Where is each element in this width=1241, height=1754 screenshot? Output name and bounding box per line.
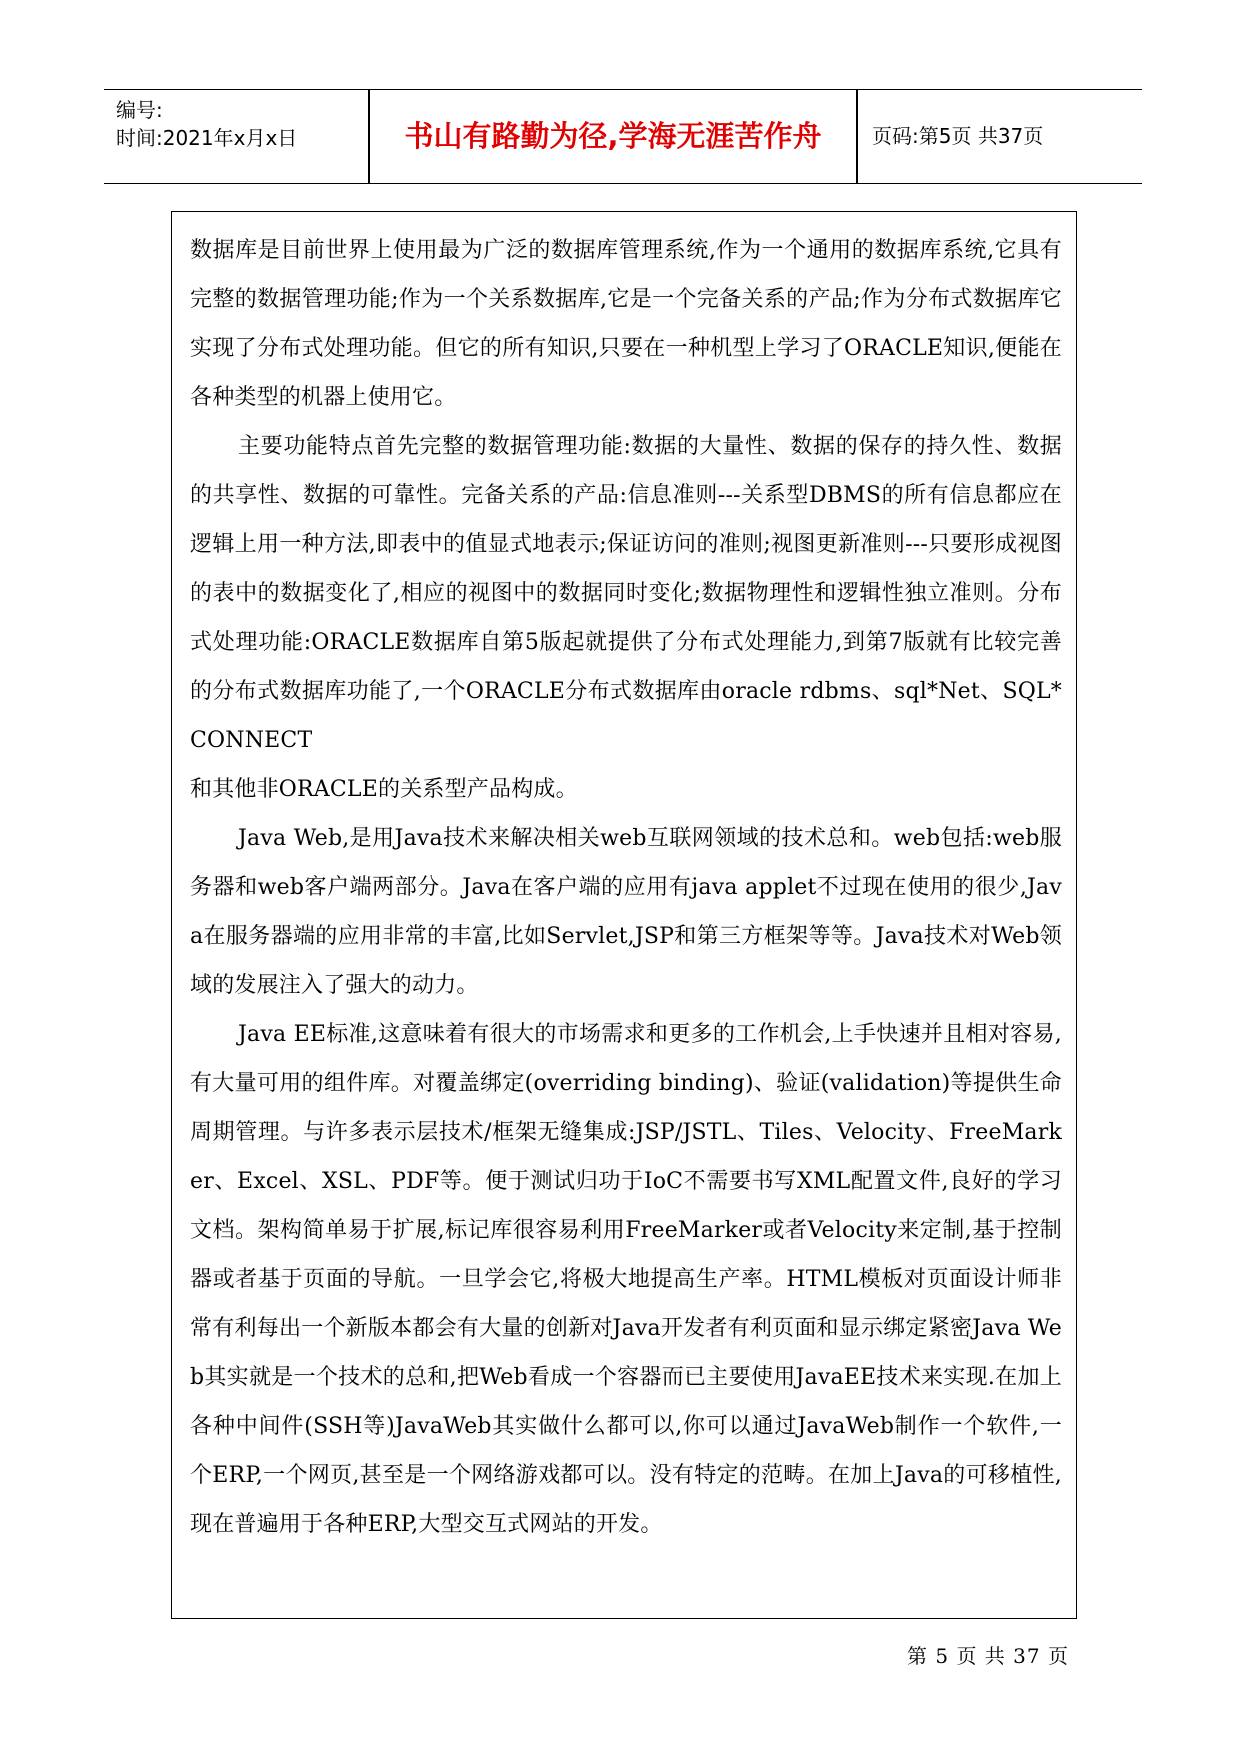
header-motto: 书山有路勤为径,学海无涯苦作舟 bbox=[404, 119, 822, 153]
document-number-label: 编号: bbox=[116, 98, 163, 122]
content-box bbox=[171, 211, 1077, 1619]
header-page-code: 页码:第5页 共37页 bbox=[872, 124, 1044, 148]
paragraph: Java EE标准,这意味着有很大的市场需求和更多的工作机会,上手快速并且相对容易,有大量可用的组件库。对覆盖绑定(overriding binding)、验证(validation)等提供生命周期管理。与许多表示层技术/框架无缝集成:JSP/JSTL、Tiles、Velocity、FreeMarker、Excel、XSL、PDF等。便于测试归功于IoC不需要书写XML配置文件,良好的学习文档。架构简单易于扩展,标记库很容易利用FreeMarker或者Velocity来定制,基于控制器或者基于页面的导航。一旦学会它,将极大地提高生产率。HTML模板对页面设计师非常有利每出一个新版本都会有大量的创新对Java开发者有利页面和显示绑定紧密Java Web其实就是一个技术的总和,把Web看成一个容器而已主要使用JavaEE技术来实现.在加上各种中间件(SSH等)JavaWeb其实做什么都可以,你可以通过JavaWeb制作一个软件,一个ERP,一个网页,甚至是一个网络游戏都可以。没有特定的范畴。在加上Java的可移植性,现在普遍用于各种ERP,大型交互式网站的开发。 bbox=[190, 1022, 1062, 1537]
document-time-label: 时间:2021年x月x日 bbox=[116, 126, 298, 150]
paragraph: 和其他非ORACLE的关系型产品构成。 bbox=[190, 777, 578, 802]
paragraph: 数据库是目前世界上使用最为广泛的数据库管理系统,作为一个通用的数据库系统,它具有完整的数据管理功能;作为一个关系数据库,它是一个完备关系的产品;作为分布式数据库它实现了分布式处理功能。但它的所有知识,只要在一种机型上学习了ORACLE知识,便能在各种类型的机器上使用它。 bbox=[190, 238, 1062, 410]
body-text bbox=[190, 226, 1062, 1549]
page-header bbox=[104, 89, 1142, 184]
header-divider bbox=[856, 90, 858, 183]
paragraph: 主要功能特点首先完整的数据管理功能:数据的大量性、数据的保存的持久性、数据的共享性、数据的可靠性。完备关系的产品:信息准则---关系型DBMS的所有信息都应在逻辑上用一种方法,即表中的值显式地表示;保证访问的准则;视图更新准则---只要形成视图的表中的数据变化了,相应的视图中的数据同时变化;数据物理性和逻辑性独立准则。分布式处理功能:ORACLE数据库自第5版起就提供了分布式处理能力,到第7版就有比较完善的分布式数据库功能了,一个ORACLE分布式数据库由oracle rdbms、sql*Net、SQL*CONNECT bbox=[190, 434, 1062, 753]
page-footer: 第 5 页 共 37 页 bbox=[907, 1644, 1069, 1668]
paragraph: Java Web,是用Java技术来解决相关web互联网领域的技术总和。web包括:web服务器和web客户端两部分。Java在客户端的应用有java applet不过现在使用的很少,Java在服务器端的应用非常的丰富,比如Servlet,JSP和第三方框架等等。Java技术对Web领域的发展注入了强大的动力。 bbox=[190, 826, 1062, 998]
